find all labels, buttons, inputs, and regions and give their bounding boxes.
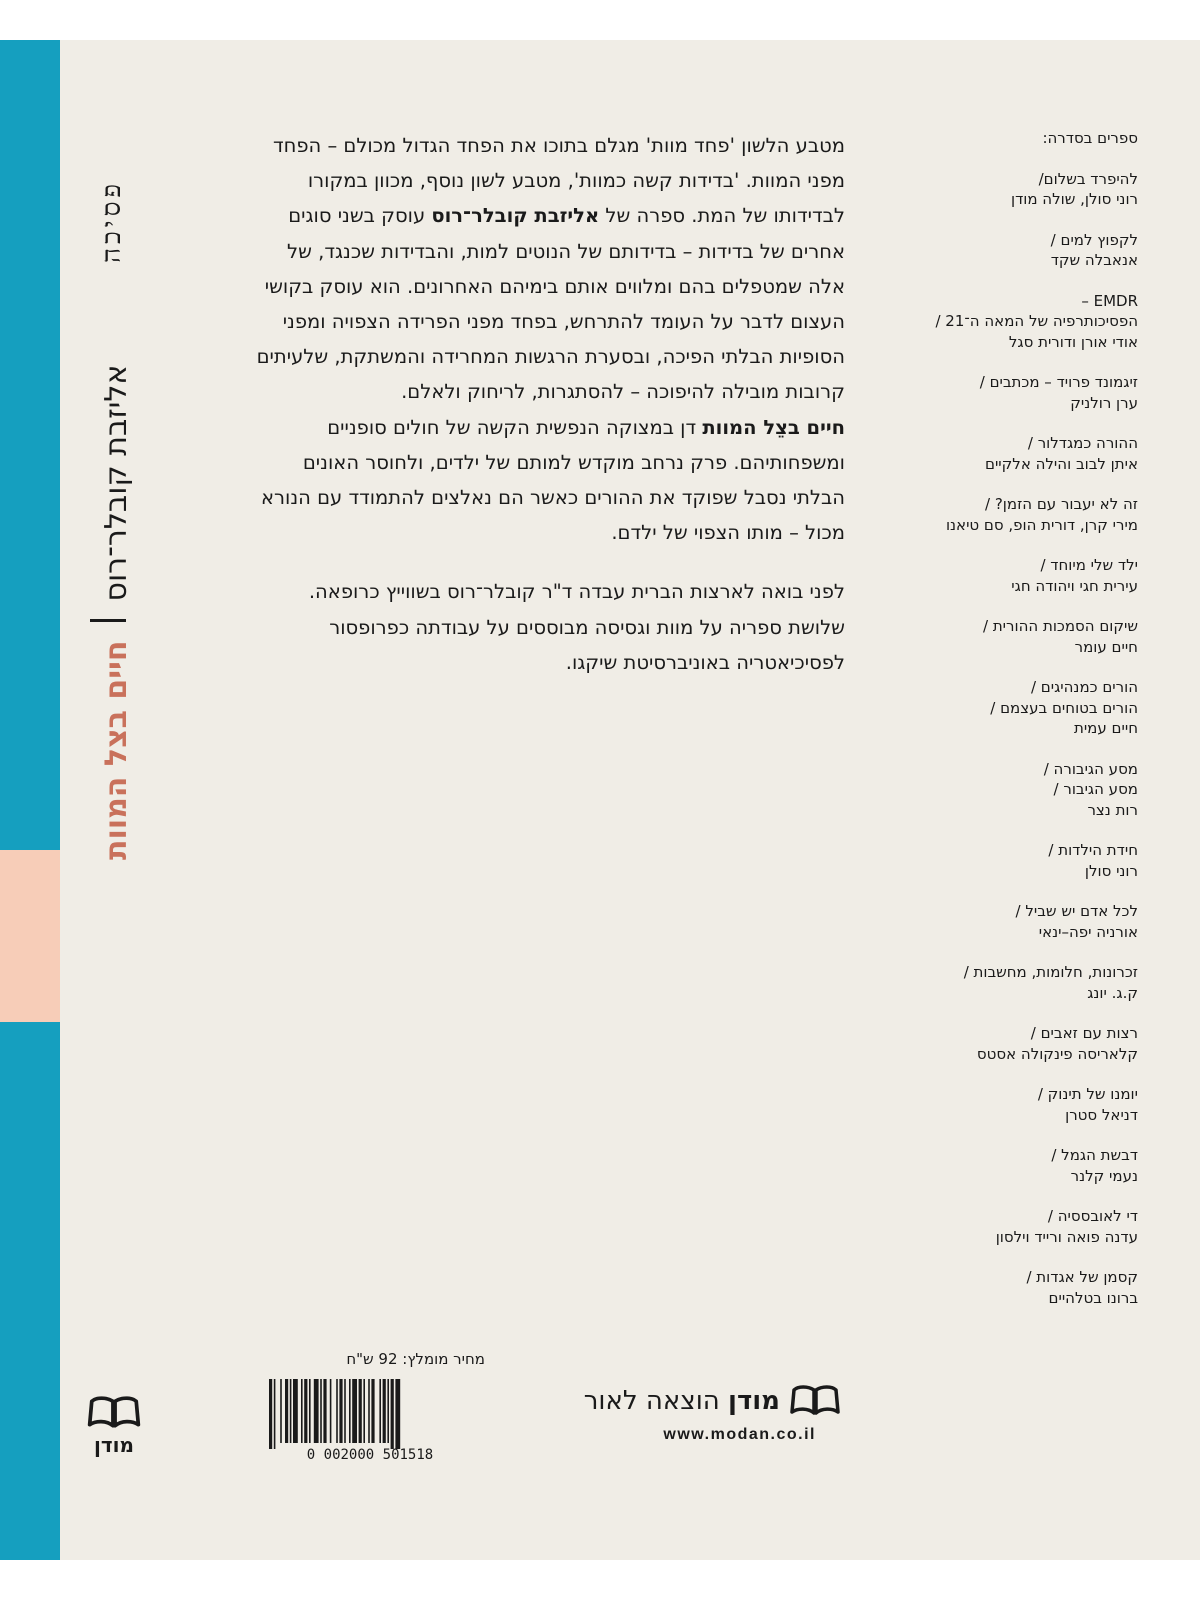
- spine-text: [82, 180, 142, 860]
- barcode-bar: [274, 1379, 276, 1449]
- barcode: [255, 1377, 485, 1461]
- series-items: [860, 169, 1138, 1309]
- series-book-title: יומנו של תינוק /: [1037, 1085, 1138, 1103]
- barcode-bar: [290, 1379, 292, 1443]
- series-book-author: מירי קרן, דורית הופ, סם טיאנו: [945, 515, 1138, 534]
- barcode-bar: [371, 1379, 374, 1443]
- series-book-title: חידת הילדות /: [1048, 841, 1138, 859]
- recommended-price: מחיר מומלץ: 92 ש"ח: [346, 1350, 485, 1368]
- series-book-title: EMDR –: [1081, 291, 1138, 310]
- series-book-title: הורים בטוחים בעצמם /: [990, 698, 1138, 717]
- paragraph-gap: [255, 550, 845, 574]
- series-book-title: לקפוץ למים /: [1050, 230, 1138, 249]
- series-list: [860, 128, 1138, 1328]
- series-book-author: עירית חגי ויהודה חגי: [1011, 576, 1138, 595]
- series-book: [860, 1145, 1138, 1186]
- author-name-bold: אליזבת קובלר־רוס: [431, 204, 600, 228]
- spine-author: אליזבת קובלר־רוס: [99, 364, 134, 602]
- series-book: [860, 1206, 1138, 1247]
- spine-accent-band: [0, 850, 60, 1022]
- barcode-bar: [293, 1379, 298, 1443]
- series-book-author: ערן רולניק: [1070, 393, 1138, 412]
- series-book-title: קסמן של אגדות /: [1026, 1268, 1138, 1286]
- spine-publisher-logo: [82, 1395, 146, 1457]
- barcode-bar: [368, 1379, 370, 1443]
- author-bio: לפני בואה לארצות הברית עבדה ד"ר קובלר־רוס בשווייץ כרופאה. שלושת ספריה על מוות וגסיסה מבוססים על עבודתה כפרופסור לפסיכיאטריה באוניברסיטת שיקגו.: [308, 580, 845, 674]
- barcode-bar: [301, 1379, 303, 1443]
- barcode-bar: [352, 1379, 357, 1443]
- barcode-bar: [269, 1379, 272, 1449]
- series-book-title: רצות עם זאבים /: [1030, 1024, 1138, 1042]
- spine-book-icon: [86, 1395, 142, 1431]
- series-book: [860, 372, 1138, 413]
- series-book-title: זיגמונד פרויד – מכתבים /: [979, 373, 1138, 391]
- series-book-title: ילד שלי מיוחד /: [1040, 556, 1138, 574]
- series-book-author: ברונו בטלהיים: [1048, 1288, 1138, 1307]
- blurb-paragraph-2: חיים בצֵל המוות דן במצוקה הנפשית הקשה של חולים סופניים ומשפחותיהם. פרק נרחב מוקדש למותם של ילדים, ולחוסר האונים הבלתי נסבל שפוקד את ההורים כאשר הם נאלצים להתמודד עם הנורא מכול – מותו הצפוי של ילדם.: [261, 415, 845, 545]
- barcode-bar: [280, 1379, 282, 1443]
- spine-text-rotated: [90, 180, 134, 860]
- barcode-bar: [320, 1379, 322, 1443]
- series-book-title: דבשת הגמל /: [1051, 1146, 1138, 1164]
- series-book-author: קלאריסה פינקולה אסטס: [976, 1044, 1138, 1063]
- series-book: [860, 616, 1138, 657]
- series-book-title: הורים כמנהיגים /: [1030, 678, 1138, 696]
- series-book-title: להיפרד בשלום/: [1038, 169, 1138, 188]
- series-book: [860, 555, 1138, 596]
- barcode-bar: [391, 1379, 394, 1449]
- publisher-text: מודן הוצאה לאור: [583, 1386, 780, 1416]
- series-book-author: אנאבלה שקד: [1050, 251, 1138, 269]
- series-book-title: זה לא יעבור עם הזמן? /: [985, 495, 1138, 513]
- spine: [0, 40, 60, 1560]
- series-book-author: חיים עמית: [1073, 719, 1138, 737]
- series-book: [860, 677, 1138, 739]
- series-book-author: איתן לבוב והילה אלקיים: [984, 454, 1138, 473]
- spine-series-name: פסיכה: [97, 180, 127, 263]
- series-book-author: דניאל סטרן: [1065, 1105, 1138, 1124]
- blurb-paragraph-1: מטבע הלשון 'פחד מוות' מגלם בתוכו את הפחד הגדול מכולם – הפחד מפני המוות. 'בדידות קשה כמוות', מטבע לשון נוסף, מכוון במקורו לבדידותו של המת. ספרה של אליזבת קובלר־רוס עוסק בשני סוגים אחרים של בדידות – בדידותם של הנוטים למות, והבדידות שכנגד, של אלה שמטפלים בהם ומלווים אותם בימיהם האחרונים. הוא עוסק בקושי העצום לדבר על העומד להתרחש, בפחד מפני הפרידה הצפויה ומפני הסופיות הבלתי הפיכה, ובסערת הרגשות המחרידה והמשתקת, שלעיתים קרובות מובילה להיפוכה – להסתגרות, לריחוק ולאלם.: [256, 134, 845, 404]
- barcode-bar: [363, 1379, 365, 1443]
- series-book-title: מסע הגיבורה /: [1043, 759, 1138, 778]
- series-book-author: אודי אורן ודורית סגל: [1008, 332, 1138, 351]
- series-book: [860, 1267, 1138, 1308]
- series-book: [860, 901, 1138, 942]
- series-book: [860, 433, 1138, 474]
- series-book: [860, 1084, 1138, 1125]
- barcode-bar: [359, 1379, 362, 1443]
- series-book: [860, 291, 1138, 353]
- barcode-bar: [395, 1379, 400, 1449]
- barcode-bar: [314, 1379, 319, 1443]
- barcode-bar: [285, 1379, 288, 1443]
- series-book-author: עדנה פואה ורייד וילסון: [995, 1227, 1138, 1246]
- series-book: [860, 494, 1138, 535]
- series-book-title: די לאובססיה /: [1047, 1207, 1138, 1225]
- publisher-block: [540, 1384, 840, 1464]
- publisher-row: [540, 1384, 840, 1418]
- series-book: [860, 1023, 1138, 1064]
- book-title-bold: חיים בצֵל המוות: [702, 415, 845, 439]
- barcode-bar: [323, 1379, 326, 1443]
- series-book: [860, 230, 1138, 271]
- series-book-title: לכל אדם יש שביל /: [1015, 902, 1138, 920]
- series-book-author: רוני סולן, שולה מודן: [1010, 190, 1138, 208]
- book-back-cover: [0, 40, 1200, 1560]
- publisher-url[interactable]: www.modan.co.il: [663, 1426, 816, 1443]
- series-book-author: חיים עומר: [1074, 637, 1138, 656]
- publisher-book-icon: [790, 1384, 840, 1418]
- series-book: [860, 840, 1138, 881]
- series-book-title: ההורה כמגדלור /: [1027, 434, 1138, 452]
- series-book-author: רוני סולן: [1084, 861, 1138, 880]
- series-book: [860, 759, 1138, 821]
- spine-logo-label: מודן: [94, 1433, 134, 1457]
- spine-title-group: [90, 365, 134, 860]
- series-book-title: מסע הגיבור /: [1053, 780, 1138, 798]
- barcode-bar: [339, 1379, 342, 1443]
- barcode-bar: [330, 1379, 332, 1443]
- barcode-bar: [309, 1379, 311, 1443]
- series-book: [860, 962, 1138, 1003]
- series-book-author: רות נצר: [1087, 800, 1138, 819]
- spine-title: חיים בצל המוות: [99, 640, 134, 860]
- series-book: [860, 169, 1138, 210]
- back-cover-blurb: [255, 128, 845, 680]
- barcode-bar: [349, 1379, 351, 1443]
- series-book-author: אורניה יפה–ינאי: [1038, 922, 1138, 941]
- barcode-bar: [304, 1379, 307, 1443]
- spine-divider: [90, 620, 126, 623]
- series-book-title: שיקום הסמכות ההורית /: [983, 617, 1138, 635]
- barcode-bar: [387, 1379, 389, 1443]
- barcode-bar: [336, 1379, 338, 1443]
- series-heading: ספרים בסדרה:: [1042, 129, 1138, 147]
- series-book-author: ק.ג. יונג: [1087, 983, 1138, 1002]
- series-book-title: הפסיכותרפיה של המאה ה־21 /: [935, 312, 1138, 330]
- barcode-digits: 0 002000 501518: [306, 1447, 434, 1461]
- barcode-bar: [383, 1379, 386, 1443]
- barcode-bar: [344, 1379, 346, 1443]
- series-book-title: זכרונות, חלומות, מחשבות /: [963, 963, 1138, 981]
- barcode-bar: [379, 1379, 381, 1443]
- series-book-author: נעמי קלנר: [1070, 1166, 1138, 1185]
